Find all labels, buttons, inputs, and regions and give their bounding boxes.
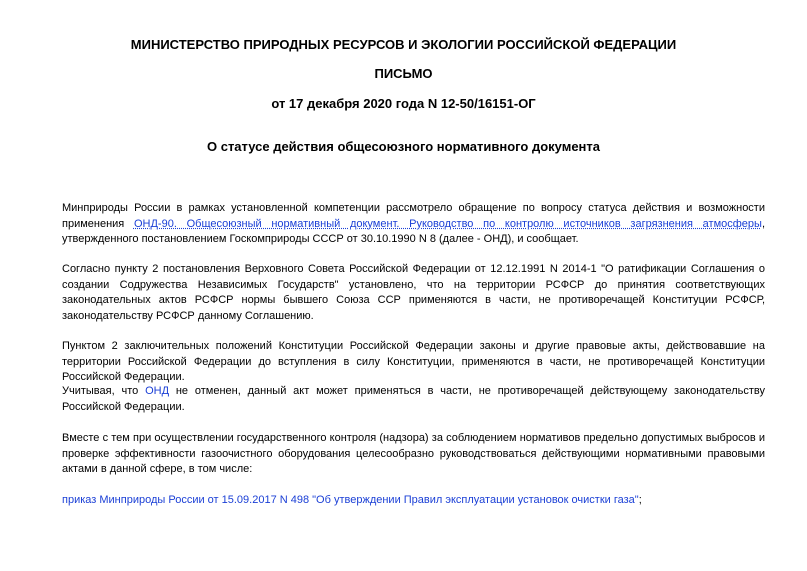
document-type: ПИСЬМО (374, 66, 433, 81)
document-date-number: от 17 декабря 2020 года N 12-50/16151-ОГ (271, 96, 536, 111)
paragraph-6-text-after: ; (638, 494, 642, 506)
paragraph-6 (62, 493, 765, 509)
paragraph-2: Согласно пункту 2 постановления Верховного Совета Российской Федерации от 12.12.1991 N 2014-1 "О ратификации Соглашения о создании Содружества Независимых Государств" установлено, что на территории РСФСР до принятия соответствующих законодательных актов РСФСР нормы бывшего Союза ССР применяются в части, не противоречащей Конституции РСФСР, законодательству РСФСР данному Соглашению. (62, 263, 765, 322)
paragraph-1-text-after: , утвержденного постановлением Госкомприроды СССР от 30.10.1990 N 8 (далее - ОНД), и сообщает. (62, 217, 766, 245)
paragraph-1 (62, 201, 765, 248)
paragraph-4-text-before: Учитывая, что (62, 385, 146, 397)
paragraph-5: Вместе с тем при осуществлении государственного контроля (надзора) за соблюдением нормативов предельно допустимых выбросов и проверке эффективности газоочистного оборудования целесообразно руководствоваться действующими нормативными правовыми актами в данной сфере, в том числе: (62, 432, 765, 475)
order-498-link[interactable]: приказ Минприроды России от 15.09.2017 N 498 "Об утверждении Правил эксплуатации установок очистки газа" (62, 494, 639, 506)
paragraph-3: Пунктом 2 заключительных положений Конституции Российской Федерации законы и другие правовые акты, действовавшие на территории Российской Федерации до вступления в силу Конституции, применяются в части, не противоречащей Конституции Российской Федерации. (62, 340, 765, 383)
ministry-title: МИНИСТЕРСТВО ПРИРОДНЫХ РЕСУРСОВ И ЭКОЛОГИИ РОССИЙСКОЙ ФЕДЕРАЦИИ (130, 37, 677, 52)
document-subject: О статусе действия общесоюзного нормативного документа (206, 139, 601, 154)
paragraph-4 (62, 384, 765, 415)
ond-90-link[interactable]: ОНД-90. Общесоюзный нормативный документ. Руководство по контролю источников загрязнения атмосферы (133, 217, 762, 230)
paragraph-1-text-before: Минприроды России в рамках установленной компетенции рассмотрело обращение по вопросу статуса действия и возможности применения (62, 202, 765, 230)
ond-link[interactable]: ОНД (145, 385, 170, 397)
paragraph-4-text-after: не отменен, данный акт может применяться в части, не противоречащей действующему законодательству Российской Федерации. (62, 385, 765, 413)
